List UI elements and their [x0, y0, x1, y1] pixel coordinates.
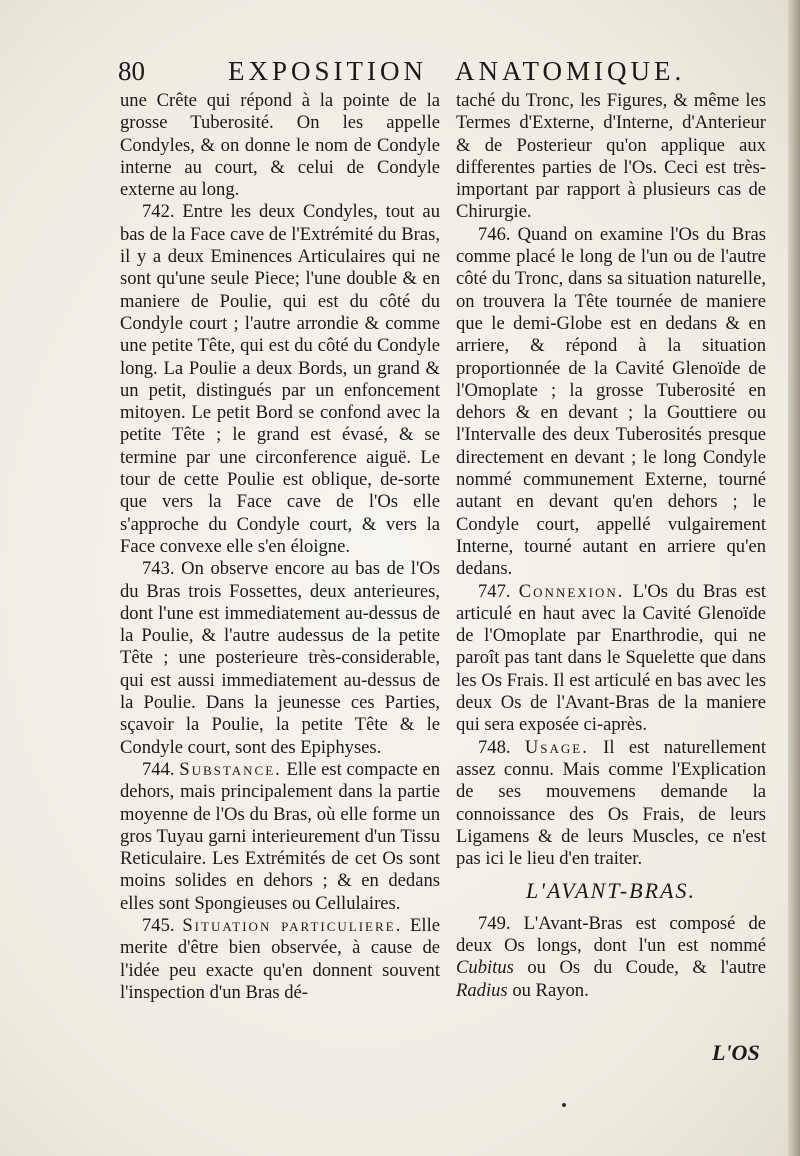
- header-title-part1: EXPOSITION: [228, 56, 427, 86]
- paragraph-747: [456, 581, 766, 737]
- section-heading-usage: Usage.: [524, 736, 589, 758]
- paragraph-continued: une Crête qui répond à la pointe de la grosse Tuberosité. On les appelle Condyles, & on donne le nom de Condyle interne au court, & celui de Condyle externe au long.: [120, 90, 440, 201]
- ink-mark: [562, 1103, 566, 1107]
- section-heading-situation: Situation particuliere.: [182, 914, 403, 936]
- paragraph-744: [120, 759, 440, 915]
- paragraph-text: Elle est compacte en dehors, mais principalement dans la partie moyenne de l'Os du Bras, où elle forme un gros Tuyau garni interieurement d'un Tissu Reticulaire. Les Extrémités de cet Os sont moins solides en dehors ; & en dedans elles sont Spongieuses ou Cellulaires.: [120, 758, 440, 914]
- paragraph-continued: taché du Tronc, les Figures, & même les Termes d'Externe, d'Interne, d'Anterieur & de Posterieur qu'on applique aux differentes parties de l'Os. Ceci est très-important par rapport à plusieurs cas de Chirurgie.: [456, 90, 766, 223]
- page-edge: [788, 0, 800, 1156]
- section-heading-connexion: Connexion.: [518, 580, 625, 602]
- paragraph-742: 742. Entre les deux Condyles, tout au bas de la Face cave de l'Extrémité du Bras, il y a deux Eminences Articulaires qui ne sont qu'une seule Piece; l'une double & en maniere de Poulie, qui est du côté du Condyle court ; l'autre arrondie & comme une petite Tête, qui est du côté du Condyle long. La Poulie a deux Bords, un grand & un petit, distingués par un enfoncement mitoyen. Le petit Bord se confond avec la petite Tête ; le grand est évasé, & se termine par une circonference aiguë. Le tour de cette Poulie est oblique, de-sorte que vers la Face cave de l'Os elle s'approche du Condyle court, & vers la Face convexe elle s'en éloigne.: [120, 201, 440, 557]
- paragraph-text: ou Os du Coude, & l'autre: [527, 957, 766, 979]
- paragraph-text: Elle merite d'être bien observée, à cause de l'idée peu exacte qu'en donnent souvent l'inspection d'un Bras dé-: [120, 914, 440, 1003]
- paragraph-text: ou Rayon.: [512, 979, 589, 1001]
- paragraph-749: [456, 913, 766, 1002]
- paragraph-745: [120, 915, 440, 1004]
- paragraph-text: 749. L'Avant-Bras est composé de deux Os longs, dont l'un est nommé: [456, 912, 766, 956]
- term-cubitus: Cubitus: [456, 957, 514, 979]
- right-column: [456, 90, 766, 1002]
- page-number: 80: [118, 56, 145, 86]
- paragraph-743: 743. On observe encore au bas de l'Os du Bras trois Fossettes, deux anterieures, dont l'une est immediatement au-dessus de la Poulie, & l'autre audessus de la petite Tête ; une posterieure très-considerable, qui est aussi immediatement au-dessus de la Poulie. Dans la jeunesse ces Parties, sçavoir la Poulie, la petite Tête & le Condyle court, sont des Epiphyses.: [120, 558, 440, 758]
- header-title-part2: ANATOMIQUE.: [455, 56, 686, 86]
- catchword: L'OS: [712, 1040, 760, 1065]
- section-title-avant-bras: L'AVANT-BRAS.: [526, 878, 696, 904]
- paragraph-text: L'Os du Bras est articulé en haut avec la Cavité Glenoïde de l'Omoplate par Enarthrodie, qui ne paroît pas tant dans le Squelette que dans les Os Frais. Il est articulé en bas avec les deux Os de l'Avant-Bras de la maniere qui sera exposée ci-après.: [456, 580, 766, 736]
- paragraph-text: Il est naturellement assez connu. Mais comme l'Explication de ses mouvemens demande la connoissance des Os Frais, de leurs Ligamens & de leurs Muscles, ce n'est pas ici le lieu d'en traiter.: [456, 736, 766, 870]
- paragraph-748: [456, 737, 766, 871]
- term-radius: Radius: [456, 979, 508, 1001]
- paragraph-number: 744.: [142, 758, 175, 780]
- paragraph-number: 748.: [478, 736, 511, 758]
- paragraph-746: 746. Quand on examine l'Os du Bras comme placé le long de l'un ou de l'autre côté du Tronc, dans sa situation naturelle, on trouvera la Tête tournée de maniere que le demi-Globe est en dedans & en arriere, & répond à la situation proportionnée de la Cavité Glenoïde de l'Omoplate ; la grosse Tuberosité en dehors & en devant ; la Gouttiere ou l'Intervalle des deux Tuberosités presque directement en devant ; le long Condyle nommé communement Externe, tourné autant en devant qu'en dehors ; le Condyle court, appellé vulgairement Interne, tourné autant en arriere qu'en dedans.: [456, 223, 766, 580]
- section-heading-substance: Substance.: [179, 758, 282, 780]
- paragraph-number: 747.: [478, 580, 511, 602]
- left-column: [120, 90, 440, 1004]
- paragraph-number: 745.: [142, 914, 175, 936]
